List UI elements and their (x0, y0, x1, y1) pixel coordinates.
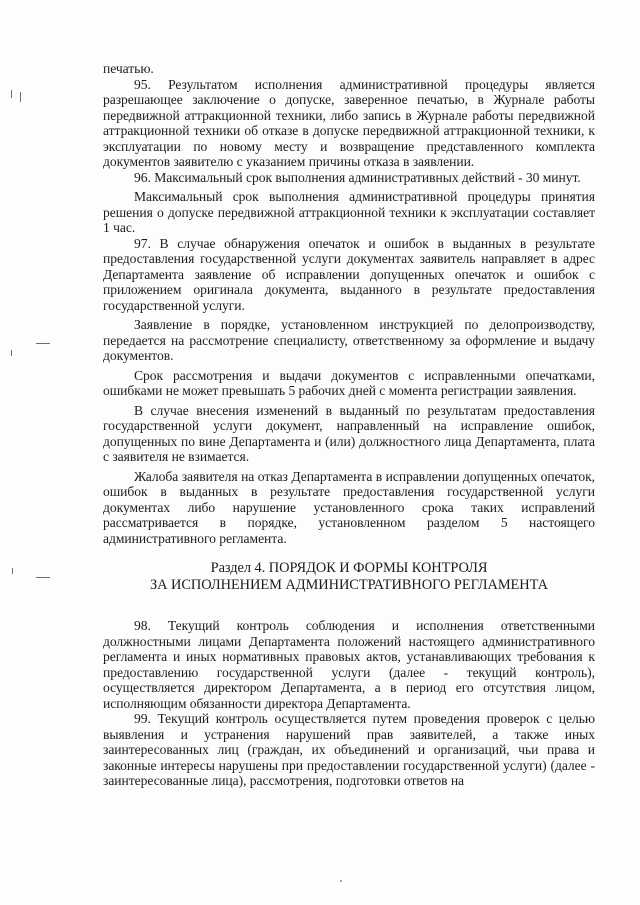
scan-mark (11, 350, 12, 356)
paragraph-96: 96. Максимальный срок выполнения административных действий - 30 минут. (134, 169, 581, 185)
scan-mark (12, 568, 13, 574)
paragraph-application: Заявление в порядке, установленном инструкцией по делопроизводству, передается на рассмотрение специалисту, ответственному за оформление и выдачу документов. (103, 317, 595, 363)
paragraph-97: 97. В случае обнаружения опечаток и ошибок в выданных в результате предоставления государственной услуги документах заявитель направляет в адрес Департамента заявление об исправлении допущенных опечаток и ошибок с приложением оригинала документа, выданного в результате предоставления государственной услуги. (103, 235, 595, 313)
section-heading (103, 560, 595, 594)
paragraph-99: 99. Текущий контроль осуществляется путем проведения проверок с целью выявления и устранения нарушений прав заявителей, а также иных заинтересованных лиц (граждан, их объединений и организаций, чьи права и законные интересы нарушены при предоставлении государственной услуги) (далее - заинтересованные лица), рассмотрения, подготовки ответов на (103, 711, 595, 788)
scan-mark (36, 343, 50, 344)
paragraph-changes: В случае внесения изменений в выданный по результатам предоставления государственной услуги документ, направленный на исправление ошибок, допущенных по вине Департамента и (или) должностного лица Департамента, плата с заявителя не взимается. (103, 402, 595, 464)
scan-dot (340, 880, 342, 882)
paragraph-continuation: печатью. (103, 61, 154, 76)
scan-mark (11, 90, 12, 98)
scan-mark (36, 577, 50, 578)
paragraph-complaint: Жалоба заявителя на отказ Департамента в исправлении допущенных опечаток, ошибок в выданных в результате предоставления государственной услуги документах либо нарушение установленного срока таких исправлений рассматривается в порядке, установленном разделом 5 настоящего административного регламента. (103, 468, 595, 546)
section-heading-line2: ЗА ИСПОЛНЕНИЕМ АДМИНИСТРАТИВНОГО РЕГЛАМЕНТА (149, 577, 549, 593)
paragraph-max-time: Максимальный срок выполнения административной процедуры принятия решения о допуске передвижной аттракционной техники к эксплуатации составляет 1 час. (103, 189, 595, 235)
paragraph-98: 98. Текущий контроль соблюдения и исполнения ответственными должностными лицами Департамента положений настоящего административного регламента и иных нормативных правовых актов, устанавливающих требования к предоставлению государственной услуги (далее - текущий контроль), осуществляется директором Департамента, а в период его отсутствия лицом, исполняющим обязанности директора Департамента. (103, 618, 595, 711)
paragraph-term: Срок рассмотрения и выдачи документов с исправленными опечатками, ошибками не может превышать 5 рабочих дней с момента регистрации заявления. (103, 367, 595, 398)
paragraph-95: 95. Результатом исполнения административной процедуры является разрешающее заключение о допуске, заверенное печатью, в Журнале работы передвижной аттракционной техники, либо запись в Журнале работы передвижной аттракционной техники об отказе в допуске передвижной аттракционной техники, к эксплуатации по новому месту и возвращение представленного комплекта документов заявителю с указанием причины отказа в заявлении. (103, 76, 595, 169)
document-body (103, 61, 595, 789)
section-heading-line1: Раздел 4. ПОРЯДОК И ФОРМЫ КОНТРОЛЯ (210, 560, 488, 576)
scan-mark (20, 92, 21, 102)
